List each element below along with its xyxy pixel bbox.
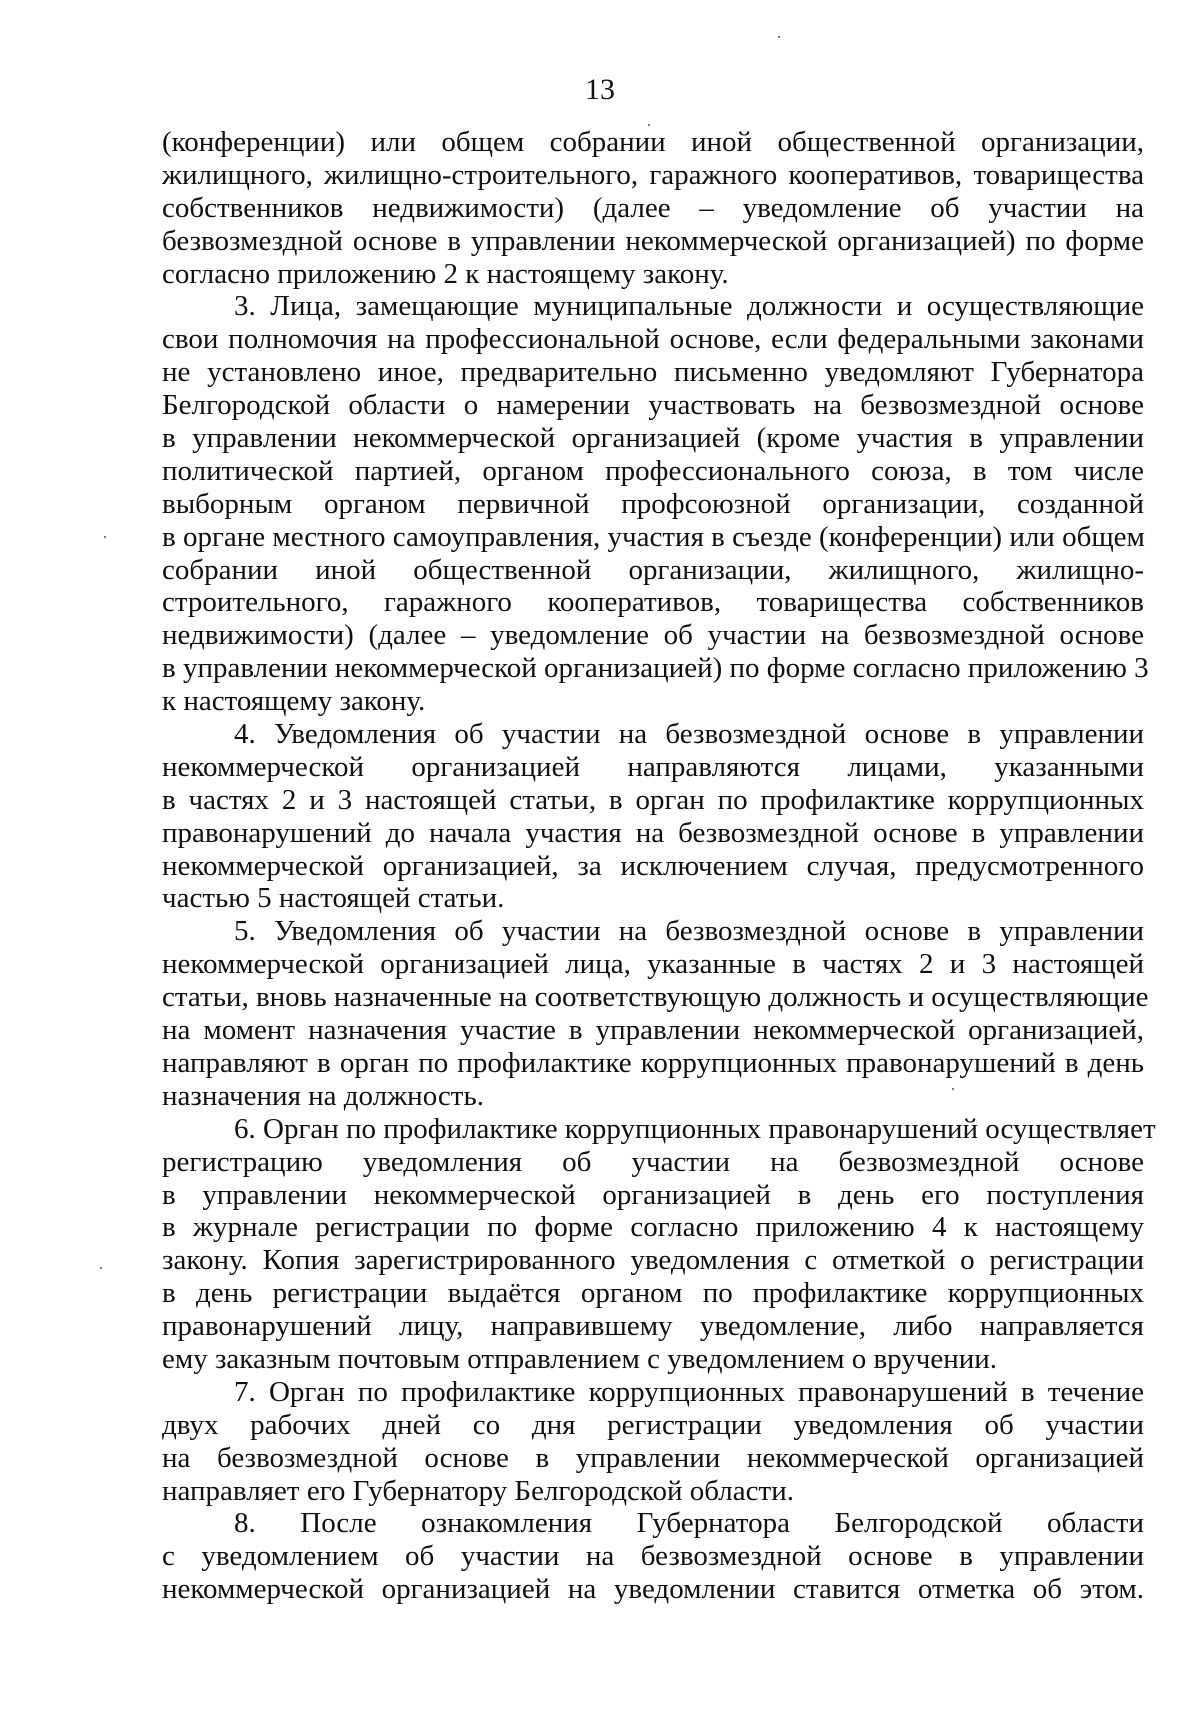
paragraph xyxy=(162,915,1149,1112)
text-line: 7. Орган по профилактике коррупционных правонарушений в течение xyxy=(234,1375,1144,1408)
text-line: к настоящему закону. xyxy=(162,685,426,718)
text-line: 6. Орган по профилактике коррупционных правонарушений осуществляет xyxy=(234,1112,1156,1145)
text-line: частью 5 настоящей статьи. xyxy=(162,882,505,915)
text-line: направляет его Губернатору Белгородской области. xyxy=(162,1474,794,1507)
text-line: жилищного, жилищно-строительного, гаражного кооперативов, товарищества xyxy=(162,158,1144,191)
text-line: в управлении некоммерческой организацией (кроме участия в управлении xyxy=(162,422,1144,455)
text-line: безвозмездной основе в управлении некоммерческой организацией) по форме xyxy=(162,224,1144,257)
text-line: 8. После ознакомления Губернатора Белгородской области xyxy=(234,1507,1144,1540)
text-line: некоммерческой организацией направляются лицами, указанными xyxy=(162,750,1144,783)
text-line: собрании иной общественной организации, жилищного, жилищно- xyxy=(162,553,1144,586)
text-line: двух рабочих дней со дня регистрации уведомления об участии xyxy=(162,1408,1144,1441)
paragraph xyxy=(162,1112,1156,1376)
text-line: в день регистрации выдаётся органом по профилактике коррупционных xyxy=(162,1277,1144,1310)
text-line: выборным органом первичной профсоюзной организации, созданной xyxy=(162,487,1144,520)
text-line: направляют в орган по профилактике коррупционных правонарушений в день xyxy=(162,1046,1144,1079)
text-line: некоммерческой организацией на уведомлении ставится отметка об этом. xyxy=(162,1573,1144,1606)
text-line: закону. Копия зарегистрированного уведомления с отметкой о регистрации xyxy=(162,1244,1144,1277)
text-line: в журнале регистрации по форме согласно приложению 4 к настоящему xyxy=(162,1211,1144,1244)
text-line: недвижимости) (далее – уведомление об участии на безвозмездной основе xyxy=(162,619,1144,652)
paragraph xyxy=(162,1376,1144,1508)
page-number: 13 xyxy=(585,73,615,106)
text-line: назначения на должность. xyxy=(162,1079,484,1112)
paragraph xyxy=(162,718,1144,915)
text-line: ему заказным почтовым отправлением с уведомлением о вручении. xyxy=(162,1342,998,1375)
text-line: не установлено иное, предварительно письменно уведомляют Губернатора xyxy=(162,356,1144,389)
text-line: собственников недвижимости) (далее – уведомление об участии на xyxy=(162,191,1144,224)
text-line: 4. Уведомления об участии на безвозмездной основе в управлении xyxy=(234,718,1144,751)
text-line: в управлении некоммерческой организацией в день его поступления xyxy=(162,1178,1144,1211)
scan-speck xyxy=(648,124,650,126)
text-line: на безвозмездной основе в управлении некоммерческой организацией xyxy=(162,1441,1144,1474)
text-line: (конференции) или общем собрании иной общественной организации, xyxy=(162,126,1144,158)
text-line: правонарушений до начала участия на безвозмездной основе в управлении xyxy=(162,816,1144,849)
paragraph xyxy=(162,1507,1144,1606)
text-line: некоммерческой организацией лица, указанные в частях 2 и 3 настоящей xyxy=(162,948,1144,981)
text-line: в управлении некоммерческой организацией) по форме согласно приложению 3 xyxy=(162,652,1149,685)
text-line: правонарушений лицу, направившему уведомление, либо направляется xyxy=(162,1310,1144,1343)
document-body xyxy=(162,126,1156,1606)
scan-speck xyxy=(778,36,780,38)
text-line: с уведомлением об участии на безвозмездной основе в управлении xyxy=(162,1540,1144,1573)
text-line: согласно приложению 2 к настоящему закону. xyxy=(162,257,729,290)
text-line: Белгородской области о намерении участвовать на безвозмездной основе xyxy=(162,389,1144,422)
paragraph xyxy=(162,126,1144,290)
text-line: некоммерческой организацией, за исключением случая, предусмотренного xyxy=(162,849,1144,882)
text-line: политической партией, органом профессионального союза, в том числе xyxy=(162,454,1144,487)
scan-speck xyxy=(104,536,106,538)
paragraph xyxy=(162,290,1149,718)
text-line: строительного, гаражного кооперативов, товарищества собственников xyxy=(162,586,1144,619)
scan-speck xyxy=(100,1267,102,1269)
text-line: регистрацию уведомления об участии на безвозмездной основе xyxy=(162,1145,1144,1178)
scan-speck xyxy=(952,1088,954,1090)
text-line: в органе местного самоуправления, участия в съезде (конференции) или общем xyxy=(162,520,1145,553)
text-line: свои полномочия на профессиональной основе, если федеральными законами xyxy=(162,323,1144,356)
text-line: статьи, вновь назначенные на соответствующую должность и осуществляющие xyxy=(162,981,1149,1014)
text-line: 3. Лица, замещающие муниципальные должности и осуществляющие xyxy=(234,290,1144,323)
text-line: на момент назначения участие в управлении некоммерческой организацией, xyxy=(162,1014,1144,1047)
text-line: в частях 2 и 3 настоящей статьи, в орган по профилактике коррупционных xyxy=(162,783,1144,816)
text-line: 5. Уведомления об участии на безвозмездной основе в управлении xyxy=(234,915,1144,948)
